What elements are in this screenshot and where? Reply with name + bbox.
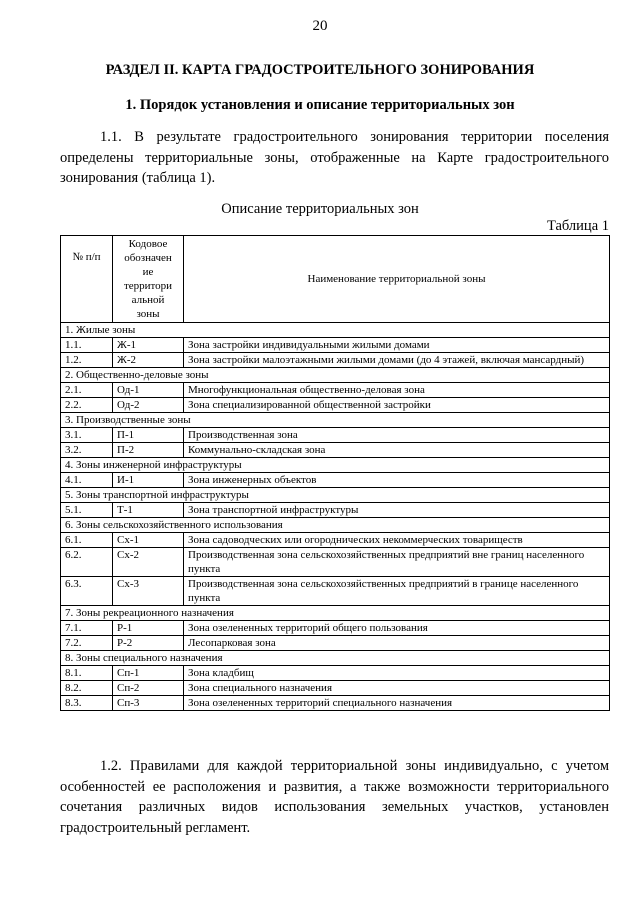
zone-code: Сп-3 <box>113 696 184 711</box>
zone-num: 7.2. <box>61 636 113 651</box>
table-row <box>61 696 610 711</box>
zone-group-row <box>61 518 610 533</box>
zone-name: Зона кладбищ <box>184 666 610 681</box>
zone-code: Од-1 <box>113 383 184 398</box>
zone-num: 2.2. <box>61 398 113 413</box>
zone-name: Зона озелененных территорий общего пользования <box>184 621 610 636</box>
table-row <box>61 621 610 636</box>
zone-group-row <box>61 488 610 503</box>
table-caption: Описание территориальных зон <box>221 201 419 217</box>
section-title: РАЗДЕЛ II. КАРТА ГРАДОСТРОИТЕЛЬНОГО ЗОНИРОВАНИЯ <box>105 62 535 78</box>
table-row <box>61 473 610 488</box>
page-number: 20 <box>312 18 328 34</box>
zone-name: Зона транспортной инфраструктуры <box>184 503 610 518</box>
zone-num: 7.1. <box>61 621 113 636</box>
header-code: Кодовое обозначен ие территори альной зоны <box>113 236 184 323</box>
zone-code: Ж-1 <box>113 338 184 353</box>
zone-group-title: 5. Зоны транспортной инфраструктуры <box>61 488 610 503</box>
table-label: Таблица 1 <box>546 218 609 234</box>
zone-name: Производственная зона <box>184 428 610 443</box>
zone-name: Зона специального назначения <box>184 681 610 696</box>
zone-group-title: 2. Общественно-деловые зоны <box>61 368 610 383</box>
zones-table <box>60 235 610 711</box>
zone-num: 6.3. <box>61 577 113 606</box>
table-row <box>61 338 610 353</box>
zone-code: Ж-2 <box>113 353 184 368</box>
zone-group-row <box>61 651 610 666</box>
zone-name: Зона садоводческих или огороднических некоммерческих товариществ <box>184 533 610 548</box>
zone-num: 3.1. <box>61 428 113 443</box>
zone-group-title: 7. Зоны рекреационного назначения <box>61 606 610 621</box>
table-row <box>61 443 610 458</box>
zone-code: Сп-1 <box>113 666 184 681</box>
zone-group-title: 4. Зоны инженерной инфраструктуры <box>61 458 610 473</box>
zone-group-title: 3. Производственные зоны <box>61 413 610 428</box>
table-row <box>61 353 610 368</box>
zone-num: 5.1. <box>61 503 113 518</box>
zone-code: П-2 <box>113 443 184 458</box>
table-row <box>61 548 610 577</box>
zone-code: Сх-1 <box>113 533 184 548</box>
zone-num: 2.1. <box>61 383 113 398</box>
paragraph-2: 1.2. Правилами для каждой территориальной зоны индивидуально, с учетом особенностей ее расположения и развития, а также возможности территориального сочетания различных видов использования земельных участков, установлен градостроительный регламент. <box>60 758 609 836</box>
zone-group-row <box>61 458 610 473</box>
zone-num: 1.1. <box>61 338 113 353</box>
zone-code: Р-2 <box>113 636 184 651</box>
zone-group-title: 1. Жилые зоны <box>61 323 610 338</box>
zone-num: 6.1. <box>61 533 113 548</box>
table-row <box>61 533 610 548</box>
zone-code: И-1 <box>113 473 184 488</box>
table-row <box>61 503 610 518</box>
zone-num: 4.1. <box>61 473 113 488</box>
zone-name: Лесопарковая зона <box>184 636 610 651</box>
zone-name: Зона застройки малоэтажными жилыми домами (до 4 этажей, включая мансардный) <box>184 353 610 368</box>
table-row <box>61 666 610 681</box>
zone-group-row <box>61 368 610 383</box>
zone-num: 3.2. <box>61 443 113 458</box>
zone-code: П-1 <box>113 428 184 443</box>
zone-code: Сп-2 <box>113 681 184 696</box>
zone-group-title: 6. Зоны сельскохозяйственного использования <box>61 518 610 533</box>
table-row <box>61 577 610 606</box>
table-row <box>61 398 610 413</box>
table-row <box>61 428 610 443</box>
zone-code: Р-1 <box>113 621 184 636</box>
header-name: Наименование территориальной зоны <box>184 236 610 323</box>
zone-group-row <box>61 606 610 621</box>
zone-name: Производственная зона сельскохозяйственных предприятий в границе населенного пункта <box>184 577 610 606</box>
zone-name: Коммунально-складская зона <box>184 443 610 458</box>
zone-num: 8.1. <box>61 666 113 681</box>
zone-name: Зона озелененных территорий специального назначения <box>184 696 610 711</box>
zones-table-body <box>61 323 610 711</box>
header-num: № п/п <box>61 236 113 323</box>
zone-group-row <box>61 413 610 428</box>
subsection-title: 1. Порядок установления и описание территориальных зон <box>125 97 515 113</box>
zone-name: Зона инженерных объектов <box>184 473 610 488</box>
table-row <box>61 681 610 696</box>
table-row <box>61 636 610 651</box>
zone-code: Сх-3 <box>113 577 184 606</box>
paragraph-1: 1.1. В результате градостроительного зонирования территории поселения определены территориальные зоны, отображенные на Карте градостроительного зонирования (таблица 1). <box>60 129 609 186</box>
zone-num: 8.3. <box>61 696 113 711</box>
zone-name: Производственная зона сельскохозяйственных предприятий вне границ населенного пункта <box>184 548 610 577</box>
zone-code: Од-2 <box>113 398 184 413</box>
zone-code: Т-1 <box>113 503 184 518</box>
zone-group-row <box>61 323 610 338</box>
zone-code: Сх-2 <box>113 548 184 577</box>
zone-num: 1.2. <box>61 353 113 368</box>
zone-group-title: 8. Зоны специального назначения <box>61 651 610 666</box>
zone-num: 8.2. <box>61 681 113 696</box>
table-header-row <box>61 236 610 323</box>
table-row <box>61 383 610 398</box>
zone-name: Зона специализированной общественной застройки <box>184 398 610 413</box>
zone-name: Многофункциональная общественно-деловая зона <box>184 383 610 398</box>
zone-num: 6.2. <box>61 548 113 577</box>
zone-name: Зона застройки индивидуальными жилыми домами <box>184 338 610 353</box>
